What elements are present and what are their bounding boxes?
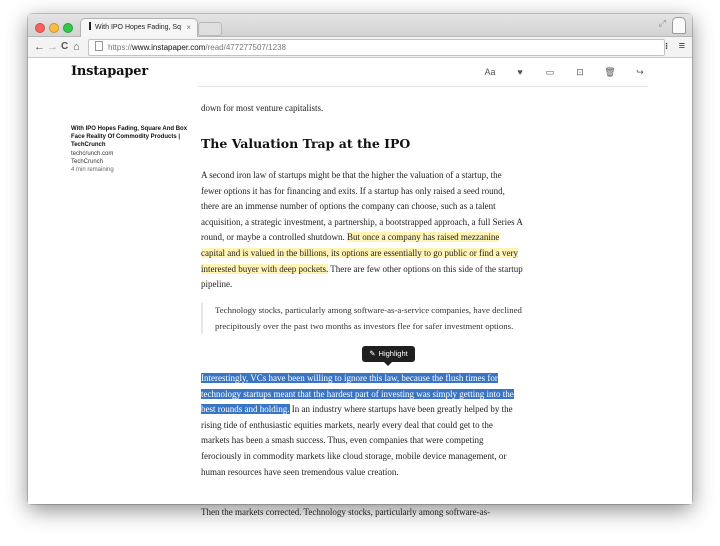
brand-logo[interactable]: Instapaper [71,64,149,79]
paragraph-text: In an industry where startups have been greatly helped by the rising tide of enthusiastic equities markets, nearly every deal that could get to the markets has been a smash success. Thus, even companies that were competing ferociously in commodity markets like cloud storage, mobile device management, or human resources have seen tremendous value creation. [201,404,513,477]
highlight-label: Highlight [378,349,408,358]
paragraph-previous: down for most venture capitalists. [201,103,324,113]
address-bar [28,37,692,58]
delete-icon[interactable]: 🗑 [604,67,616,77]
url-path: /read/477277507/1238 [205,43,286,52]
archive-icon[interactable]: ⊡ [576,67,584,77]
article-meta [71,125,191,174]
article-domain[interactable]: techcrunch.com [71,151,114,157]
paragraph-text: A second iron law of startups might be that the higher the valuation of a startup, the fewer options it has for financing and exits. If a startup has only raised a seed round, there are an immense number of options the company can choose, such as a talent acquisition, a strategic investment, a partnership, a bootstrapped approach, a full Series A round, or maybe a controlled shutdown. [201,170,523,243]
forward-icon[interactable]: → [47,41,58,53]
minimize-window-button[interactable] [49,23,59,33]
blockquote: Technology stocks, particularly among software-as-a-service companies, have declined precipitously over the past two months as investors flee for safer investment options. [201,303,527,334]
traffic-lights [35,20,77,38]
browser-window [28,14,692,517]
like-icon[interactable]: ♥ [517,67,523,77]
menu-icon[interactable]: ≡ [678,40,685,52]
fullscreen-icon[interactable]: ⤢ [658,18,666,28]
page-favicon-icon [89,22,91,30]
share-icon[interactable]: ↪ [636,67,644,77]
folder-icon[interactable]: ▭ [545,67,555,77]
selected-text[interactable]: Interestingly, VCs have been willing to ignore this law, because the flush times for technology startups meant that the hardest part of investing was simply getting into the best rounds and holding. [201,373,514,415]
paragraph [201,168,523,293]
paragraph [201,371,523,480]
page-content [28,58,692,517]
reader-toolbar [466,67,646,78]
home-icon[interactable]: ⌂ [73,41,80,53]
pencil-icon: ✎ [369,349,376,358]
highlight-button[interactable] [362,346,415,362]
extension-icon[interactable]: ⁝ [665,41,668,51]
highlighted-text[interactable]: But once a company has raised mezzanine capital and is valued in the billions, its options are essentially to go public or find a very interested buyer with deep pockets. [201,232,518,274]
font-settings-button[interactable]: Aa [484,67,496,77]
paragraph-text: There are few other options on this side of the startup pipeline. [201,263,523,290]
article-source: TechCrunch [71,159,104,165]
new-tab-button[interactable] [198,22,222,36]
url-host: www.instapaper.com [132,43,206,52]
article-title: With IPO Hopes Fading, Square And Box Face Reality Of Commodity Products | TechCrunch [71,126,188,148]
paragraph-next: Then the markets corrected. Technology stocks, particularly among software-as- [201,507,491,517]
zoom-window-button[interactable] [63,23,73,33]
reload-icon[interactable]: C [61,41,69,52]
toolbar-divider [198,86,648,87]
tab-title: With IPO Hopes Fading, Sq [95,24,181,31]
profile-icon[interactable] [672,17,686,34]
url-field[interactable] [88,39,665,56]
browser-tab[interactable] [80,18,198,37]
tab-bar [28,14,692,37]
page-icon [95,41,103,51]
reading-time-remaining: 4 min remaining [71,167,114,173]
tab-close-icon[interactable]: × [186,23,191,32]
close-window-button[interactable] [35,23,45,33]
url-scheme: https:// [108,43,133,52]
section-heading: The Valuation Trap at the IPO [201,136,411,151]
back-icon[interactable]: ← [34,41,45,53]
